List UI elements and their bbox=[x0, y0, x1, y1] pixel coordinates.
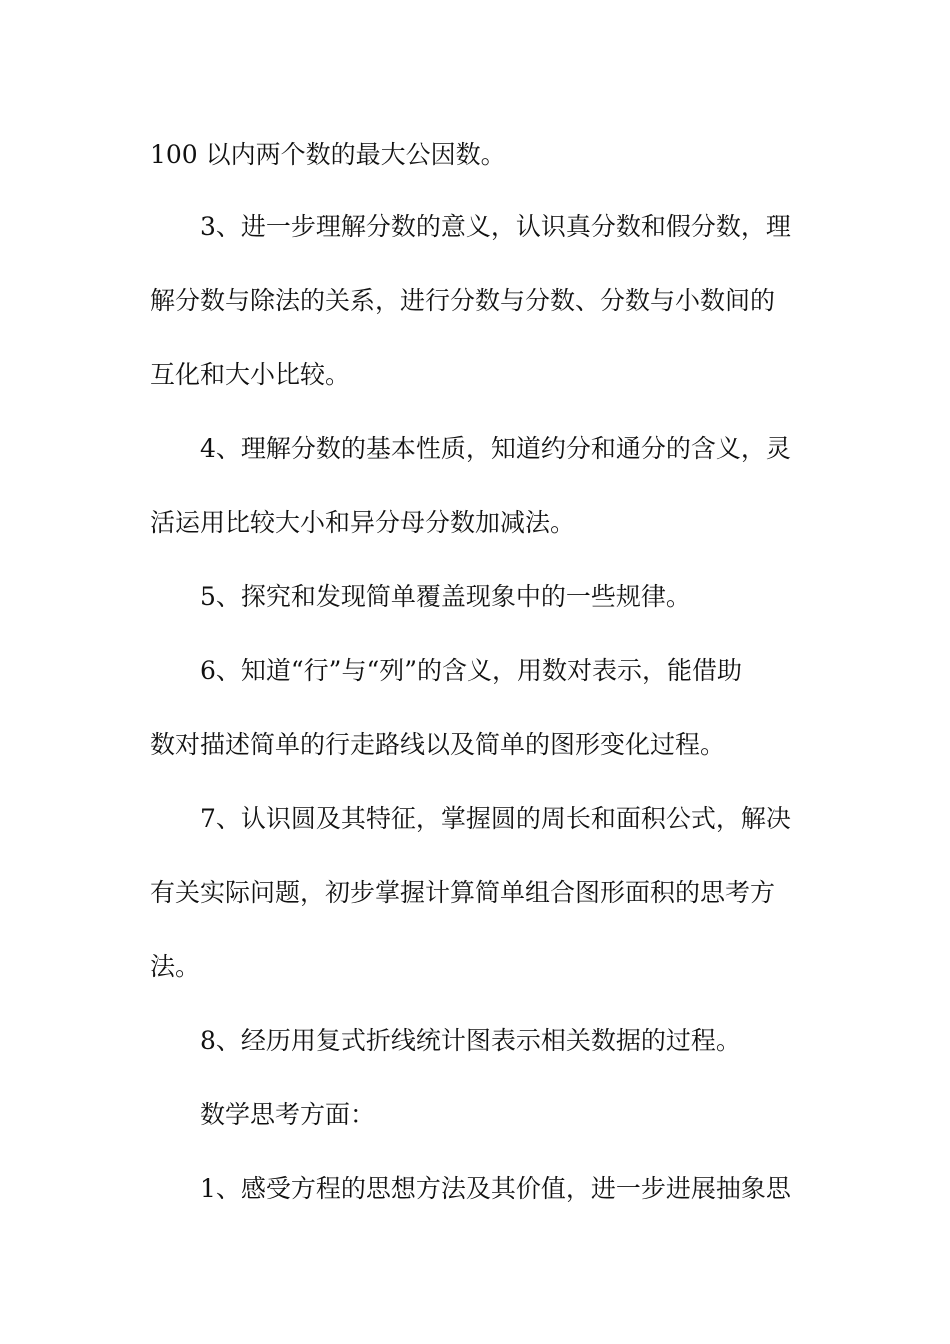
item-8-line-1: 8、经历用复式折线统计图表示相关数据的过程。 bbox=[200, 1026, 741, 1055]
item-4-line-1: 4、理解分数的基本性质，知道约分和通分的含义，灵 bbox=[200, 434, 791, 463]
item-6-line-1: 6、知道“行”与“列”的含义，用数对表示，能借助 bbox=[200, 656, 743, 685]
item-3-line-3: 互化和大小比较。 bbox=[150, 360, 351, 389]
item-7-line-3: 法。 bbox=[150, 952, 201, 981]
item-7-line-1: 7、认识圆及其特征，掌握圆的周长和面积公式，解决 bbox=[200, 804, 791, 833]
item-5-line-1: 5、探究和发现简单覆盖现象中的一些规律。 bbox=[200, 582, 691, 611]
text-line-continuation: 100 以内两个数的最大公因数。 bbox=[150, 140, 506, 169]
item-3-line-2: 解分数与除法的关系，进行分数与分数、分数与小数间的 bbox=[150, 286, 776, 315]
item-6-line-2: 数对描述简单的行走路线以及简单的图形变化过程。 bbox=[150, 730, 726, 759]
item-7-line-2: 有关实际问题，初步掌握计算简单组合图形面积的思考方 bbox=[150, 878, 776, 907]
item-3-line-1: 3、进一步理解分数的意义，认识真分数和假分数，理 bbox=[200, 212, 791, 241]
section-item-1-line-1: 1、感受方程的思想方法及其价值，进一步进展抽象思 bbox=[200, 1174, 791, 1203]
item-4-line-2: 活运用比较大小和异分母分数加减法。 bbox=[150, 508, 576, 537]
section-heading: 数学思考方面： bbox=[200, 1100, 376, 1129]
